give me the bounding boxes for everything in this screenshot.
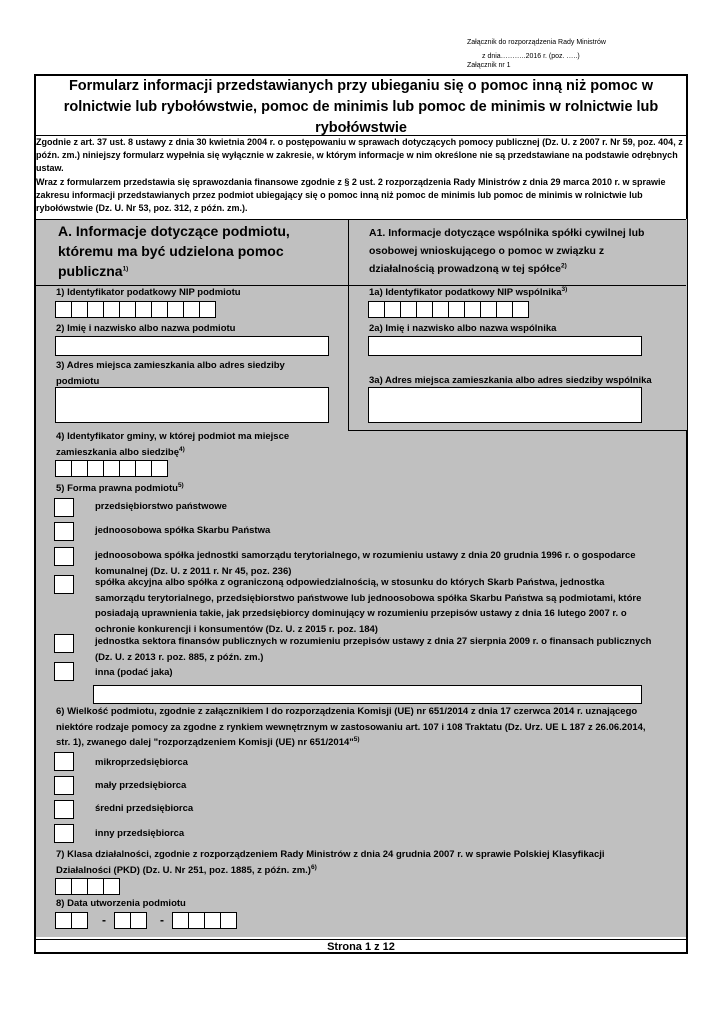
partner-nip-cell[interactable] [496,301,513,318]
date-separator: - [160,913,164,927]
nip-input[interactable] [55,301,216,318]
gmina-id-cell[interactable] [119,460,136,477]
field-5-label-text: 5) Forma prawna podmiotu [56,483,178,494]
date-month-cell[interactable] [130,912,147,929]
intro-text [36,136,686,215]
pkd-cell[interactable] [103,878,120,895]
field-4-label-text: 4) Identyfikator gminy, w której podmiot ma miejsce zamieszkania albo siedzibę [56,431,290,458]
nip-cell[interactable] [87,301,104,318]
legal-form-checkbox[interactable] [54,522,74,541]
gmina-id-cell[interactable] [55,460,72,477]
field-2-label: 2) Imię i nazwisko albo nazwa podmiotu [56,323,236,334]
footnote-ref: 2) [560,262,567,270]
field-7-label [56,847,646,878]
date-day-input[interactable] [55,912,88,929]
date-year-cell[interactable] [204,912,221,929]
legal-form-other-input[interactable] [93,685,642,704]
size-option: średni przedsiębiorca [95,803,194,814]
field-6-label [56,704,646,751]
footnote-ref: 4) [179,445,185,453]
partner-nip-cell[interactable] [384,301,401,318]
legal-form-checkbox[interactable] [54,634,74,653]
field-7-label-text: 7) Klasa działalności, zgodnie z rozporządzeniem Rady Ministrów z dnia 24 grudnia 2007 r. w sprawie Polskiej Klasyfikacji Działalności (PKD) (Dz. U. Nr 251, poz. 1885, z późn. zm.) [56,849,605,876]
date-year-cell[interactable] [188,912,205,929]
partner-nip-cell[interactable] [416,301,433,318]
footnote-ref: 5) [177,481,184,489]
date-month-cell[interactable] [114,912,131,929]
size-option: mikroprzedsiębiorca [95,757,188,768]
divider [36,219,686,220]
size-checkbox[interactable] [54,776,74,795]
nip-cell[interactable] [103,301,120,318]
footnote-ref: 6) [310,863,317,871]
date-year-input[interactable] [172,912,237,929]
pkd-cell[interactable] [55,878,72,895]
footnote-ref: 1) [122,265,129,273]
field-1a-label [369,285,567,301]
partner-nip-input[interactable] [368,301,529,318]
partner-nip-cell[interactable] [480,301,497,318]
nip-cell[interactable] [71,301,88,318]
footnote-ref: 5) [353,735,360,743]
date-year-cell[interactable] [220,912,237,929]
field-8-label: 8) Data utworzenia podmiotu [56,898,186,909]
partner-nip-cell[interactable] [512,301,529,318]
nip-cell[interactable] [135,301,152,318]
legal-form-checkbox[interactable] [54,547,74,566]
annex-title: Załącznik do rozporządzenia Rady Ministrów [467,39,606,46]
address-input[interactable] [55,387,329,423]
intro-paragraph-1: Zgodnie z art. 37 ust. 8 ustawy z dnia 30 kwietnia 2004 r. o postępowaniu w sprawach dotyczących pomocy publicznej (Dz. U. z 2007 r. Nr 59, poz. 404, z późn. zm.) niniejszy formularz wypełnia się wyłącznie w zakresie, w którym informacje w nim określone nie są przedstawiane na podstawie odrębnych ustaw. [36,137,683,174]
field-4-label [56,429,336,460]
field-1a-label-text: 1a) Identyfikator podatkowy NIP wspólnika [369,287,562,298]
partner-nip-cell[interactable] [368,301,385,318]
partner-name-input[interactable] [368,336,642,356]
date-day-cell[interactable] [55,912,72,929]
date-month-input[interactable] [114,912,147,929]
section-a1-title-text: A1. Informacje dotyczące wspólnika spółki cywilnej lub osobowej wnioskującego o pomoc w związku z działalnością prowadzoną w tej spółce [369,227,645,275]
legal-form-option: przedsiębiorstwo państwowe [95,501,227,512]
size-checkbox[interactable] [54,800,74,819]
field-3-label: 3) Adres miejsca zamieszkania albo adres siedziby podmiotu [56,360,285,387]
nip-cell[interactable] [119,301,136,318]
section-a-title [58,221,338,281]
partner-nip-cell[interactable] [448,301,465,318]
legal-form-option: jednoosobowa spółka Skarbu Państwa [95,525,271,536]
nip-cell[interactable] [151,301,168,318]
nip-cell[interactable] [167,301,184,318]
legal-form-option: jednostka sektora finansów publicznych w rozumieniu przepisów ustawy z dnia 27 sierpnia 2009 r. o finansach publicznych (Dz. U. z 2013 r. poz. 885, z późn. zm.) [95,636,652,663]
legal-form-checkbox[interactable] [54,575,74,594]
date-year-cell[interactable] [172,912,189,929]
legal-form-option: spółka akcyjna albo spółka z ograniczoną odpowiedzialnością, w stosunku do których Skarb Państwa, jednostka samorządu terytorialnego, przedsiębiorstwo państwowe lub jednoosobowa spółka Skarbu Państwa są podmiotami, które posiadają uprawnienia takie, jak przedsiębiorcy dominujący w rozumieniu przepisów ustawy z dnia 16 lutego 2007 r. o ochronie konkurencji i konsumentów (Dz. U. z 2015 r. poz. 184) [95,577,642,635]
partner-nip-cell[interactable] [400,301,417,318]
size-option: inny przedsiębiorca [95,828,185,839]
gmina-id-cell[interactable] [151,460,168,477]
section-a-title-text: A. Informacje dotyczące podmiotu, któremu ma być udzielona pomoc publiczna [58,223,290,279]
footnote-ref: 3) [561,285,568,293]
nip-cell[interactable] [55,301,72,318]
size-option: mały przedsiębiorca [95,780,187,791]
name-input[interactable] [55,336,329,356]
form-title: Formularz informacji przedstawianych przy ubieganiu się o pomoc inną niż pomoc w rolnictwie lub rybołówstwie, pomoc de minimis lub pomoc de minimis w rolnictwie lub rybołówstwie [63,78,659,136]
legal-form-checkbox[interactable] [54,498,74,517]
gmina-id-input[interactable] [55,460,168,477]
date-separator: - [102,913,106,927]
field-5-label [56,481,184,497]
gmina-id-cell[interactable] [87,460,104,477]
field-3a-label: 3a) Adres miejsca zamieszkania albo adres siedziby wspólnika [369,375,652,386]
pkd-input[interactable] [55,878,120,895]
intro-paragraph-2: Wraz z formularzem przedstawia się sprawozdania finansowe zgodnie z § 2 ust. 2 rozporządzenia Rady Ministrów z dnia 29 marca 2010 r. w sprawie zakresu informacji przedstawianych przez podmiot ubiegający się o pomoc inną niż pomoc de minimis lub pomoc de minimis w rolnictwie lub rybołówstwie (Dz. U. Nr 53, poz. 312, z późn. zm.). [36,176,666,214]
nip-cell[interactable] [183,301,200,318]
annex-number: Załącznik nr 1 [467,62,511,69]
size-checkbox[interactable] [54,824,74,843]
partner-nip-cell[interactable] [464,301,481,318]
size-checkbox[interactable] [54,752,74,771]
field-1-label: 1) Identyfikator podatkowy NIP podmiotu [56,287,241,298]
section-a1-title [369,224,659,278]
pkd-cell[interactable] [87,878,104,895]
partner-nip-cell[interactable] [432,301,449,318]
legal-form-option: jednoosobowa spółka jednostki samorządu terytorialnego, w rozumieniu ustawy z dnia 20 grudnia 1996 r. o gospodarce komunalnej (Dz. U. z 2011 r. Nr 45, poz. 236) [95,550,636,577]
legal-form-checkbox[interactable] [54,662,74,681]
page-number: Strona 1 z 12 [36,939,686,953]
partner-address-input[interactable] [368,387,642,423]
date-day-cell[interactable] [71,912,88,929]
pkd-cell[interactable] [71,878,88,895]
field-6-label-text: 6) Wielkość podmiotu, zgodnie z załącznikiem I do rozporządzenia Komisji (UE) nr 651/2014 z dnia 17 czerwca 2014 r. uznającego niektóre rodzaje pomocy za zgodne z rynkiem wewnętrznym w zastosowaniu art. 107 i 108 Traktatu (Dz. Urz. UE L 187 z 26.06.2014, str. 1), zwanego dalej "rozporządzeniem Komisji (UE) nr 651/2014" [56,706,646,748]
gmina-id-cell[interactable] [103,460,120,477]
nip-cell[interactable] [199,301,216,318]
field-2a-label: 2a) Imię i nazwisko albo nazwa wspólnika [369,323,557,334]
gmina-id-cell[interactable] [135,460,152,477]
gmina-id-cell[interactable] [71,460,88,477]
annex-date: z dnia………..2016 r. (poz. …..) [482,53,580,60]
legal-form-option: inna (podać jaka) [95,667,173,678]
